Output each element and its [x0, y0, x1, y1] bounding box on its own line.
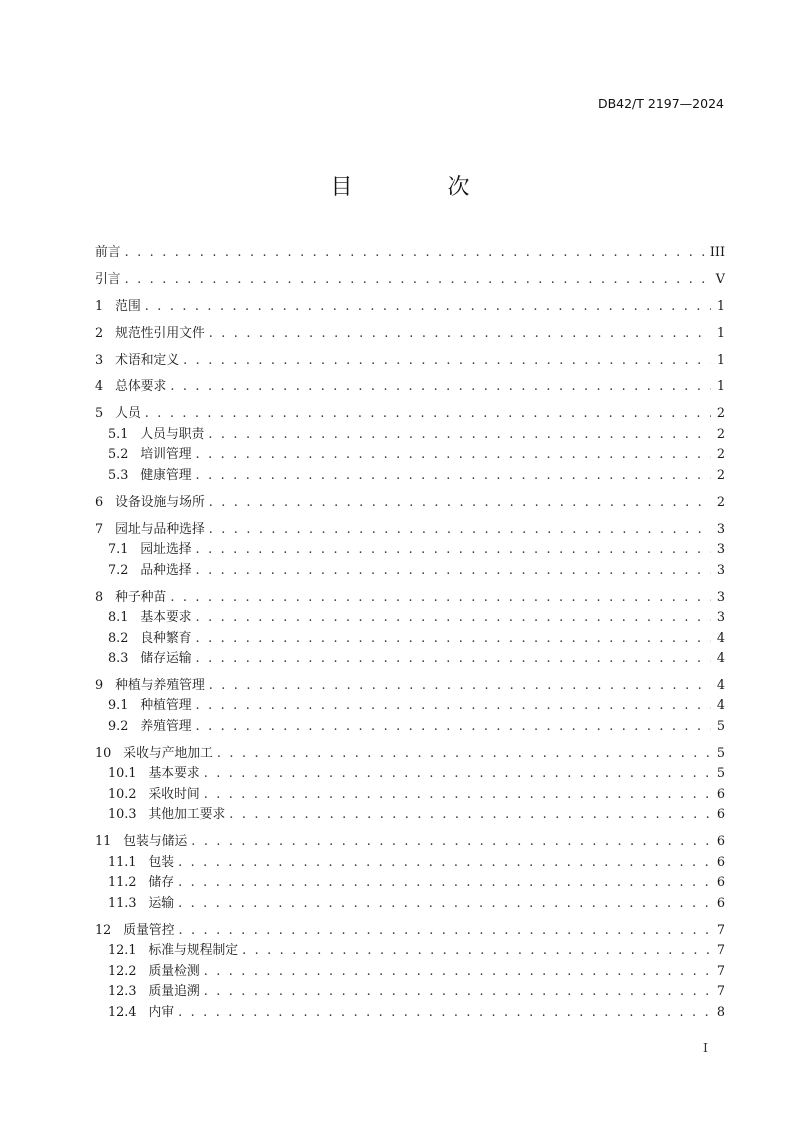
dot-leader [170, 377, 711, 398]
toc-entry-number: 11 [95, 834, 112, 850]
toc-entry-label: 种子种苗 [115, 589, 167, 605]
toc-entry-label: 规范性引用文件 [115, 325, 205, 341]
dot-leader [209, 520, 711, 541]
toc-entry-label: 园址与品种选择 [115, 521, 205, 537]
toc-entry-number: 12.2 [108, 963, 137, 979]
toc-entry-label: 品种选择 [140, 562, 192, 578]
toc-entry[interactable] [95, 493, 725, 514]
toc-entry-page: 7 [716, 963, 725, 979]
toc-entry-page: 4 [716, 651, 725, 667]
toc-entry[interactable] [95, 404, 725, 425]
dot-leader [183, 351, 711, 372]
toc-entry[interactable] [95, 324, 725, 345]
toc-entry-label: 基本要求 [148, 766, 200, 782]
toc-entry-label: 前言 [95, 245, 121, 260]
toc-entry[interactable] [95, 297, 725, 318]
toc-entry-label: 采收时间 [148, 786, 200, 802]
toc-subentry[interactable] [95, 764, 725, 785]
toc-entry-label: 术语和定义 [115, 352, 180, 368]
toc-entry-label: 运输 [148, 895, 175, 911]
toc-subentry[interactable] [95, 717, 725, 738]
toc-entry-number: 1 [95, 298, 104, 314]
toc-subentry[interactable] [95, 894, 725, 915]
dot-leader [196, 445, 711, 466]
toc-subentry[interactable] [95, 466, 725, 487]
dot-leader [209, 324, 711, 345]
toc-entry-page: 6 [716, 895, 725, 911]
toc-entry-page: 1 [716, 325, 725, 341]
toc-entry-page: 2 [716, 406, 725, 422]
toc-entry-page: 4 [716, 630, 725, 646]
dot-leader [209, 493, 711, 514]
toc-subentry[interactable] [95, 445, 725, 466]
table-of-contents [95, 243, 725, 1023]
toc-subentry[interactable] [95, 425, 725, 446]
toc-subentry[interactable] [95, 561, 725, 582]
page-number: I [703, 1040, 708, 1055]
toc-entry-page: 1 [716, 298, 725, 314]
toc-subentry[interactable] [95, 696, 725, 717]
toc-subentry[interactable] [95, 805, 725, 826]
toc-entry-label: 培训管理 [140, 447, 192, 463]
toc-entry-label: 种植与养殖管理 [115, 677, 205, 693]
toc-entry-number: 12.4 [108, 1004, 137, 1020]
toc-entry-number: 5.2 [108, 447, 129, 463]
toc-entry[interactable] [95, 921, 725, 942]
toc-entry-number: 11.1 [108, 854, 137, 870]
toc-entry-page: 4 [716, 677, 725, 693]
dot-leader [209, 676, 711, 697]
toc-entry-number: 6 [95, 494, 104, 510]
toc-entry-number: 5.3 [108, 467, 129, 483]
toc-entry-number: 10.2 [108, 786, 137, 802]
toc-entry-page: 2 [716, 467, 725, 483]
toc-entry-number: 9 [95, 677, 104, 693]
toc-entry-label: 包装与储运 [123, 834, 188, 850]
toc-entry-page: V [715, 271, 725, 287]
toc-entry-page: 4 [716, 698, 725, 714]
toc-entry-number: 8.2 [108, 630, 129, 646]
dot-leader [208, 425, 711, 446]
toc-entry-number: 11.2 [108, 875, 137, 891]
toc-subentry[interactable] [95, 608, 725, 629]
toc-entry-page: 3 [716, 562, 725, 578]
dot-leader [178, 853, 711, 874]
toc-entry[interactable] [95, 588, 725, 609]
toc-subentry[interactable] [95, 873, 725, 894]
dot-leader [217, 744, 711, 765]
toc-entry-number: 4 [95, 379, 104, 395]
dot-leader [196, 466, 711, 487]
toc-entry-label: 良种繁育 [140, 630, 192, 646]
toc-entry-page: 5 [716, 766, 725, 782]
toc-entry-number: 8 [95, 589, 104, 605]
toc-entry-label: 质量追溯 [148, 984, 200, 1000]
toc-entry-page: III [709, 245, 725, 260]
toc-entry[interactable] [95, 744, 725, 765]
toc-entry-number: 5 [95, 406, 104, 422]
toc-entry-number: 3 [95, 352, 104, 368]
dot-leader [191, 832, 711, 853]
toc-subentry[interactable] [95, 785, 725, 806]
toc-entry[interactable] [95, 832, 725, 853]
toc-entry-page: 7 [716, 984, 725, 1000]
toc-entry-page: 3 [716, 610, 725, 626]
toc-entry-label: 其他加工要求 [148, 807, 226, 823]
toc-entry-page: 1 [716, 379, 725, 395]
toc-entry-page: 2 [716, 494, 725, 510]
toc-entry-number: 7.2 [108, 562, 129, 578]
toc-entry-label: 储存 [148, 875, 175, 891]
toc-entry-label: 内审 [148, 1004, 175, 1020]
toc-entry[interactable] [95, 243, 725, 264]
toc-entry-number: 8.1 [108, 610, 129, 626]
dot-leader [196, 561, 711, 582]
toc-entry-page: 6 [716, 786, 725, 802]
dot-leader [178, 873, 711, 894]
toc-subentry[interactable] [95, 1003, 725, 1024]
toc-subentry[interactable] [95, 941, 725, 962]
toc-entry-page: 1 [716, 352, 725, 368]
toc-entry[interactable] [95, 676, 725, 697]
document-id: DB42/T 2197—2024 [597, 96, 724, 111]
dot-leader [178, 894, 711, 915]
toc-entry-label: 人员与职责 [140, 426, 205, 442]
toc-entry-number: 12.3 [108, 984, 137, 1000]
toc-entry-number: 12.1 [108, 943, 137, 959]
toc-entry-label: 健康管理 [140, 467, 192, 483]
dot-leader [242, 941, 711, 962]
toc-entry-label: 设备设施与场所 [115, 494, 205, 510]
toc-subentry[interactable] [95, 629, 725, 650]
toc-entry-page: 3 [716, 521, 725, 537]
toc-entry-number: 10.3 [108, 807, 137, 823]
toc-entry[interactable] [95, 270, 725, 291]
toc-entry-label: 标准与规程制定 [148, 943, 239, 959]
toc-entry-number: 12 [95, 922, 112, 938]
page-title: 目 次 [330, 175, 514, 200]
toc-entry-number: 9.2 [108, 718, 129, 734]
dot-leader [178, 1003, 711, 1024]
dot-leader [196, 540, 711, 561]
dot-leader [204, 785, 711, 806]
dot-leader [229, 805, 711, 826]
toc-entry-label: 引言 [95, 271, 121, 287]
toc-entry-page: 7 [716, 922, 725, 938]
toc-entry-label: 包装 [148, 854, 175, 870]
dot-leader [196, 649, 711, 670]
toc-subentry[interactable] [95, 649, 725, 670]
dot-leader [145, 297, 711, 318]
toc-entry-page: 3 [716, 589, 725, 605]
toc-entry-page: 3 [716, 542, 725, 558]
toc-entry-label: 基本要求 [140, 610, 192, 626]
dot-leader [196, 717, 711, 738]
toc-entry-page: 6 [716, 875, 725, 891]
dot-leader [178, 921, 711, 942]
toc-entry-label: 园址选择 [140, 542, 192, 558]
toc-entry-page: 5 [716, 718, 725, 734]
toc-entry-page: 8 [716, 1004, 725, 1020]
toc-subentry[interactable] [95, 540, 725, 561]
toc-entry-number: 9.1 [108, 698, 129, 714]
toc-entry[interactable] [95, 377, 725, 398]
toc-entry-label: 种植管理 [140, 698, 192, 714]
toc-entry-number: 11.3 [108, 895, 137, 911]
dot-leader [125, 270, 711, 291]
toc-entry-label: 采收与产地加工 [123, 745, 213, 761]
toc-entry-label: 总体要求 [115, 379, 167, 395]
toc-entry-label: 范围 [115, 298, 141, 314]
toc-entry-number: 7 [95, 521, 104, 537]
toc-subentry[interactable] [95, 982, 725, 1003]
dot-leader [196, 696, 711, 717]
toc-entry-page: 2 [716, 426, 725, 442]
toc-entry-number: 7.1 [108, 542, 129, 558]
toc-subentry[interactable] [95, 962, 725, 983]
dot-leader [145, 404, 711, 425]
dot-leader [170, 588, 711, 609]
toc-entry-page: 6 [716, 807, 725, 823]
dot-leader [196, 608, 711, 629]
dot-leader [204, 962, 711, 983]
toc-entry-label: 养殖管理 [140, 718, 192, 734]
dot-leader [125, 243, 706, 264]
dot-leader [196, 629, 711, 650]
toc-entry-label: 质量检测 [148, 963, 200, 979]
toc-entry-number: 10 [95, 745, 112, 761]
toc-entry-number: 2 [95, 325, 104, 341]
dot-leader [204, 982, 711, 1003]
toc-entry-page: 6 [716, 834, 725, 850]
toc-entry-number: 5.1 [108, 426, 129, 442]
toc-entry-number: 8.3 [108, 651, 129, 667]
toc-entry[interactable] [95, 351, 725, 372]
toc-entry-label: 人员 [115, 406, 141, 422]
toc-subentry[interactable] [95, 853, 725, 874]
toc-entry-page: 2 [716, 447, 725, 463]
toc-entry[interactable] [95, 520, 725, 541]
toc-entry-page: 6 [716, 854, 725, 870]
toc-entry-page: 7 [716, 943, 725, 959]
dot-leader [204, 764, 711, 785]
toc-entry-page: 5 [716, 745, 725, 761]
toc-entry-label: 质量管控 [123, 922, 175, 938]
toc-entry-number: 10.1 [108, 766, 137, 782]
toc-entry-label: 储存运输 [140, 651, 192, 667]
